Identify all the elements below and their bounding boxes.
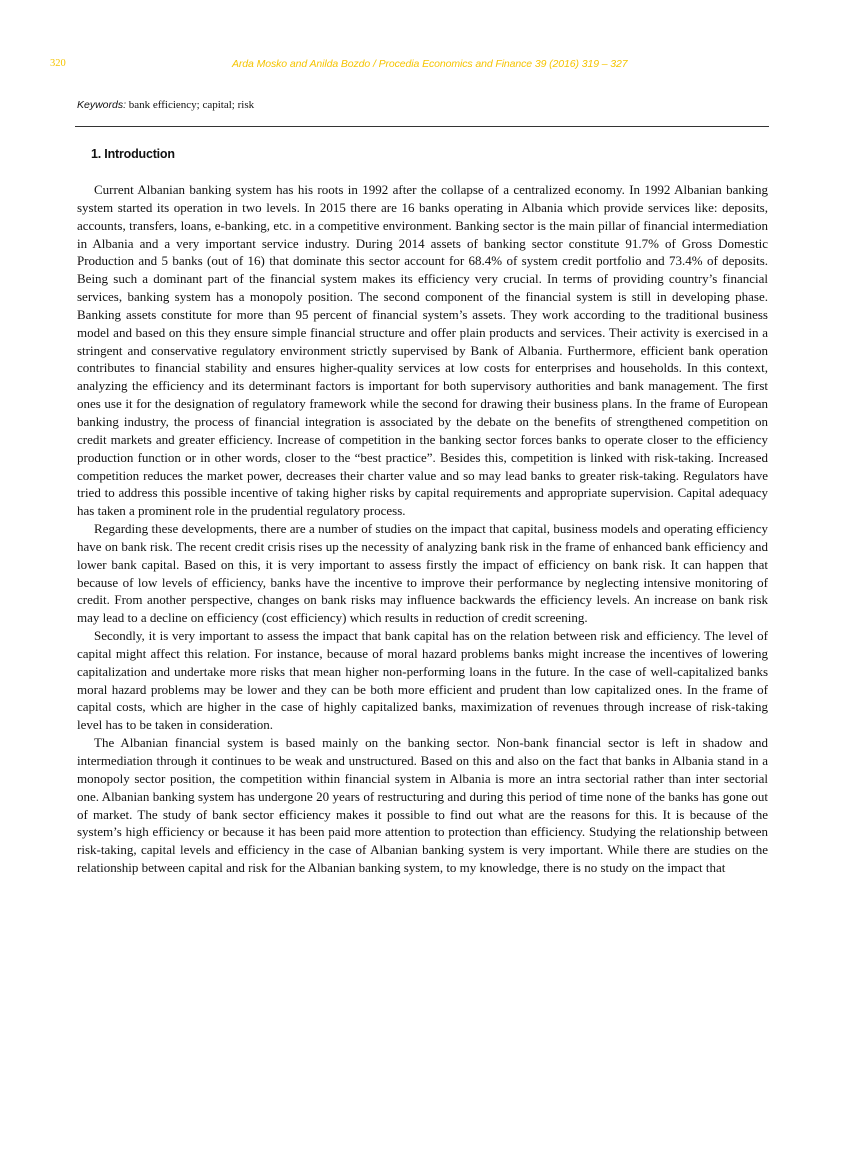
page-number: 320 [50,58,66,69]
body-text [77,181,768,877]
paragraph: Regarding these developments, there are a number of studies on the impact that capital, business models and operating efficiency have on bank risk. The recent credit crisis rises up the necessity of analyzing bank risk in the frame of enhanced bank efficiency and lower bank capital. Based on this, it is very important to assess firstly the impact of efficiency on bank risk. It can happen that because of low levels of efficiency, banks have the incentive to improve their performance by neglecting intensive monitoring of credit. From another perspective, changes on bank risks may influence backwards the efficiency levels. An increase on bank risk may lead to a decline on efficiency (cost efficiency) which results in reduction of credit screening. [77,521,768,626]
paragraph: Current Albanian banking system has his roots in 1992 after the collapse of a centralized economy. In 1992 Albanian banking system started its operation in two levels. In 2015 there are 16 banks operating in Albania which provide services like: deposits, accounts, transfers, loans, e-banking, etc. in a competitive environment. Banking sector is the main pillar of financial intermediation in Albania and a very important service industry. During 2014 assets of banking sector constitute 91.7% of Gross Domestic Production and 5 banks (out of 16) that dominate this sector account for 68.4% of system credit portfolio and 73.4% of deposits. Being such a dominant part of the financial system makes its efficiency very crucial. In terms of providing country’s financial services, banking system has a monopoly position. The second component of the financial system is still in developing phase. Banking assets constitute for more than 95 percent of financial system’s assets. They work according to the traditional business model and based on this they ensure simple financial structure and offer plain products and services. Their activity is exercised in a stringent and conservative regulatory environment strictly supervised by Bank of Albania. Furthermore, efficient bank operation contributes to financial stability and ensures higher-quality services at low costs for enterprises and households. In this context, analyzing the efficiency and its determinant factors is important for both supervisory authorities and bank management. The first ones use it for the designation of regulatory framework while the second for drawing their business plans. In the frame of European banking industry, the process of financial integration is associated by the debate on the benefits of strengthened competition on credit markets and greater efficiency. Increase of competition in the banking sector forces banks to operate closer to the efficiency production function or in other words, closer to the “best practice”. Besides this, competition is linked with risk-taking. Increased competition reduces the market power, decreases their charter value and so may lead banks to greater risk-taking. Regulators have tried to address this possible incentive of taking higher risks by capital requirements and appropriate supervision. Capital adequacy has taken a prominent role in the prudential regulatory process. [77,182,768,519]
paragraph: Secondly, it is very important to assess the impact that bank capital has on the relation between risk and efficiency. The level of capital might affect this relation. For instance, because of moral hazard problems banks might increase the incentives of lowering capitalization and undertake more risks that mean higher non-performing loans in the future. In the case of well-capitalized banks moral hazard problems may be lower and they can be both more efficient and prudent than low capitalized ones. In the frame of capital costs, which are higher in the case of highly capitalized banks, maximization of revenues through increase of risk-taking level has to be taken in consideration. [77,628,768,733]
journal-citation: Arda Mosko and Anilda Bozdo / Procedia Economics and Finance 39 (2016) 319 – 327 [232,58,628,70]
section-heading: 1. Introduction [91,147,175,161]
section-divider [75,126,769,127]
running-header [0,58,846,74]
paragraph: The Albanian financial system is based mainly on the banking sector. Non-bank financial sector is left in shadow and intermediation through it continues to be weak and unstructured. Based on this and also on the fact that banks in Albania stand in a monopoly sector position, the competition within financial system in Albania is more an intra sectorial rather than inter sectorial one. Albanian banking system has undergone 20 years of restructuring and during this period of time none of the banks has gone out of market. The study of bank sector efficiency makes it possible to find out what are the reasons for this. It is because of the system’s high efficiency or because it has been paid more attention to protection than efficiency. Studying the relationship between risk-taking, capital levels and efficiency in the case of Albanian banking system is very important. While there are studies on the relationship between capital and risk for the Albanian banking system, to my knowledge, there is no study on the impact that [77,735,768,876]
keywords-label: Keywords: [77,99,127,111]
keywords-line [77,99,254,111]
keywords-value: bank efficiency; capital; risk [128,99,255,111]
